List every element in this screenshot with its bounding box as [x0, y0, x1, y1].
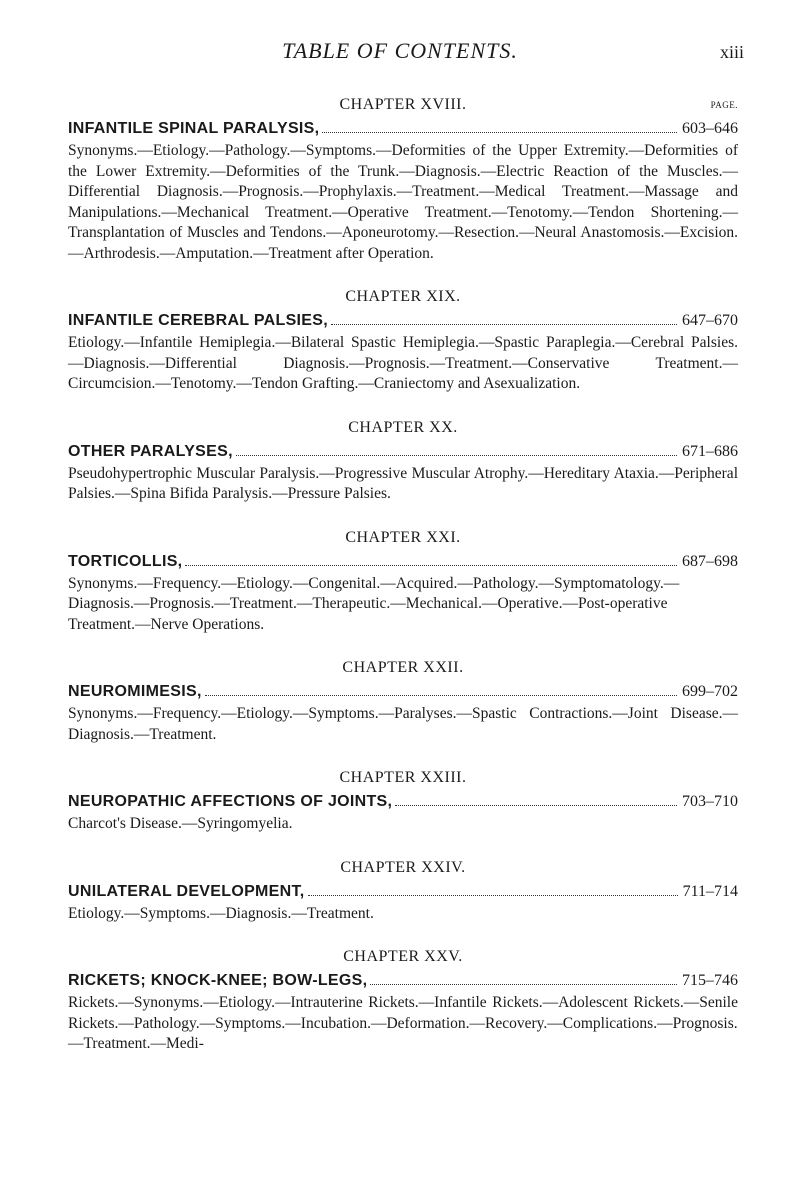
dot-leader	[395, 804, 677, 806]
chapter-title: NEUROPATHIC AFFECTIONS OF JOINTS,	[68, 793, 393, 810]
chapter-title: OTHER PARALYSES,	[68, 442, 233, 460]
chapter-22	[68, 657, 738, 745]
chapter-title: INFANTILE CEREBRAL PALSIES,	[68, 312, 328, 329]
page-range: 603–646	[682, 120, 738, 137]
chapter-20	[68, 417, 738, 505]
chapter-topics: Pseudohypertrophic Muscular Paralysis.—Progressive Muscular Atrophy.—Hereditary Ataxia.—Peripheral Palsies.—Spina Bifida Paralysis.—Pressure Palsies.	[68, 464, 738, 502]
toc-entry[interactable]	[68, 790, 738, 814]
chapter-number: CHAPTER XXIII.	[339, 769, 467, 786]
chapter-topics: Synonyms.—Frequency.—Etiology.—Congenital.—Acquired.—Pathology.—Symptomatology.—Diagnosis.—Prognosis.—Treatment.—Therapeutic.—Mechanical.—Operative.—Post-operative Treatment.—Nerve Operations.	[68, 574, 680, 633]
chapter-topics: Rickets.—Synonyms.—Etiology.—Intrauterine Rickets.—Infantile Rickets.—Adolescent Rickets.—Senile Rickets.—Pathology.—Symptoms.—Incubation.—Deformation.—Recovery.—Complications.—Prognosis.—Treatment.—Medi-	[68, 994, 738, 1052]
page-range: 699–702	[682, 683, 738, 700]
page-range: 647–670	[682, 312, 738, 329]
chapter-25	[68, 946, 738, 1055]
dot-leader	[322, 131, 677, 133]
toc-content	[68, 94, 738, 1077]
page-range: 711–714	[682, 882, 738, 900]
dot-leader	[236, 454, 677, 456]
dot-leader	[370, 983, 677, 985]
dot-leader	[331, 323, 677, 325]
dot-leader	[308, 894, 678, 896]
toc-entry[interactable]	[68, 309, 738, 333]
chapter-topics: Synonyms.—Frequency.—Etiology.—Symptoms.—Paralyses.—Spastic Contractions.—Joint Disease.—Diagnosis.—Treatment.	[68, 705, 738, 743]
chapter-number: CHAPTER XXV.	[343, 948, 463, 965]
page-range: 671–686	[682, 442, 738, 460]
chapter-number: CHAPTER XVIII.	[339, 96, 467, 113]
chapter-title: TORTICOLLIS,	[68, 552, 183, 570]
dot-leader	[185, 564, 677, 566]
chapter-number: CHAPTER XXI.	[345, 528, 461, 546]
chapter-topics: Synonyms.—Etiology.—Pathology.—Symptoms.—Deformities of the Upper Extremity.—Deformities of the Lower Extremity.—Deformities of the Trunk.—Diagnosis.—Electric Reaction of the Muscles.—Differential Diagnosis.—Prognosis.—Prophylaxis.—Treatment.—Medical Treatment.—Massage and Manipulations.—Mechanical Treatment.—Operative Treatment.—Tenotomy.—Tendon Shortening.—Transplantation of Muscles and Tendons.—Aponeurotomy.—Resection.—Neural Anastomosis.—Excision.—Arthrodesis.—Amputation.—Treatment after Operation.	[68, 142, 738, 262]
page-number: xiii	[719, 42, 744, 62]
toc-entry[interactable]	[68, 680, 738, 704]
running-head	[0, 38, 800, 68]
toc-entry[interactable]	[68, 969, 738, 993]
page-range: 687–698	[682, 552, 738, 570]
chapter-23	[68, 767, 738, 835]
chapter-18	[68, 94, 738, 264]
toc-entry[interactable]	[68, 550, 738, 574]
toc-entry[interactable]	[68, 117, 738, 141]
chapter-number: CHAPTER XX.	[348, 418, 458, 436]
chapter-topics: Etiology.—Infantile Hemiplegia.—Bilateral Spastic Hemiplegia.—Spastic Paraplegia.—Cerebral Palsies.—Diagnosis.—Differential Diagnosis.—Prognosis.—Treatment.—Conservative Treatment.—Circumcision.—Tenotomy.—Tendon Grafting.—Craniectomy and Asexualization.	[68, 334, 738, 392]
dot-leader	[205, 694, 677, 696]
chapter-title: UNILATERAL DEVELOPMENT,	[68, 882, 305, 900]
chapter-number: CHAPTER XXII.	[342, 659, 464, 676]
chapter-title: RICKETS; KNOCK-KNEE; BOW-LEGS,	[68, 972, 368, 989]
chapter-topics: Etiology.—Symptoms.—Diagnosis.—Treatment.	[68, 904, 374, 922]
chapter-19	[68, 286, 738, 395]
toc-entry[interactable]	[68, 880, 738, 904]
chapter-topics: Charcot's Disease.—Syringomyelia.	[68, 815, 293, 832]
chapter-title: INFANTILE SPINAL PARALYSIS,	[68, 120, 320, 137]
running-head-title: TABLE OF CONTENTS.	[282, 38, 518, 63]
chapter-number: CHAPTER XIX.	[345, 288, 461, 305]
chapter-24	[68, 857, 738, 925]
toc-entry[interactable]	[68, 440, 738, 464]
page-column-label: PAGE.	[710, 100, 738, 110]
page-range: 715–746	[682, 972, 738, 989]
chapter-21	[68, 527, 738, 636]
page-range: 703–710	[682, 793, 738, 810]
chapter-title: NEUROMIMESIS,	[68, 683, 202, 700]
chapter-number: CHAPTER XXIV.	[340, 858, 466, 876]
